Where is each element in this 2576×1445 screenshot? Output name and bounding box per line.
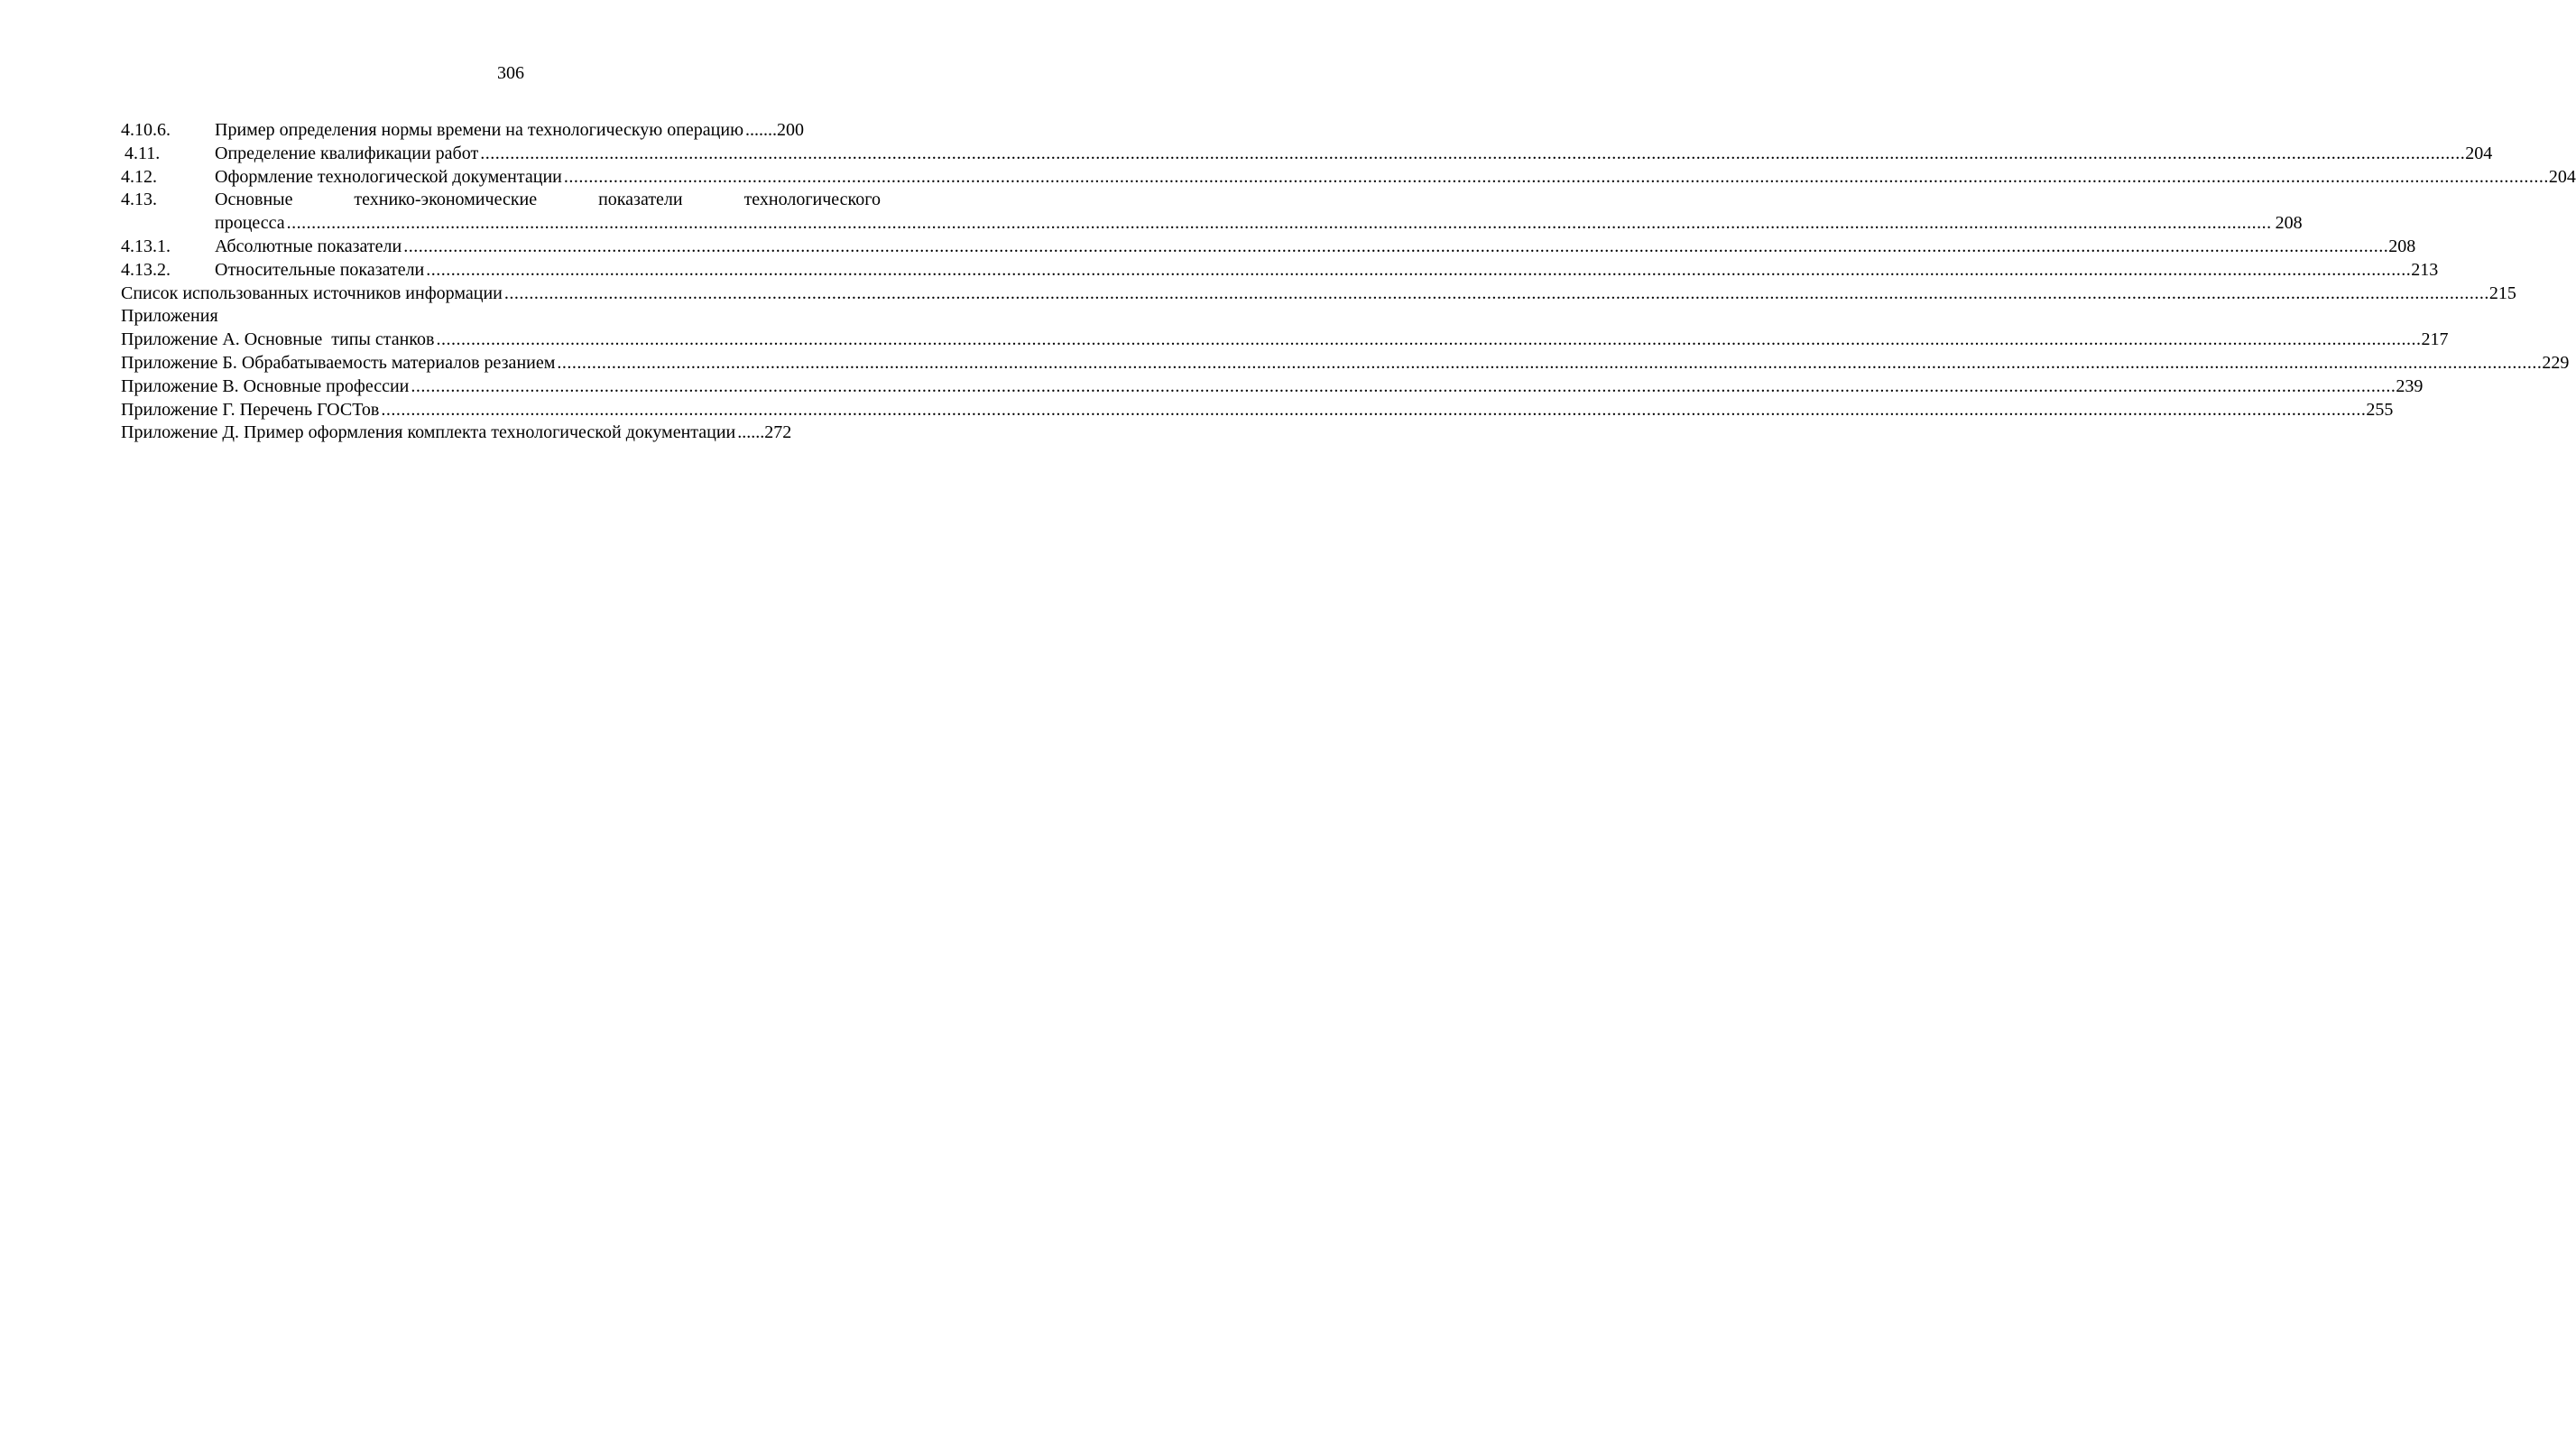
toc-entry-number: 4.13. [121,190,157,210]
toc-leader: ................................................................................................................................................................................................................................................................................................................................................................................................................ [436,329,2422,350]
toc-entry-4-13[interactable] [121,189,2303,236]
toc-entry-page: 204 [2465,143,2493,163]
appendices-heading: Приложения [121,306,218,327]
toc-leader: ................................................................................................................................................................................................................................................................................................................................................................................................................ [381,399,2367,420]
toc-leader: ................................................................................................................................................................................................................................................................................................................................................................................................................ [403,236,2389,256]
toc-entry-page: 200 [777,120,805,140]
toc-entry-page: 215 [2488,283,2516,303]
toc-entry-title: Пример определения нормы времени на технологическую операцию [215,120,744,140]
toc-entry-title-continuation: процесса [215,213,285,234]
toc-leader: ................................................................................................................................................................................................................................................................................................................................................................................................................ [557,352,2543,373]
toc-entry-page: 229 [2542,352,2570,373]
toc-entry-4-13-2[interactable] [121,259,2439,283]
toc-title-word: показатели [598,190,683,210]
toc-leader: ....... [745,120,778,140]
toc-title-word: Основные [215,190,293,210]
toc-entry-number: 4.11. [125,143,161,163]
toc-entry-appendix-g[interactable] [121,399,2394,422]
toc-entry-title: Приложение Д. Пример оформления комплекта технологической документации [121,422,736,443]
page-number: 306 [497,63,524,83]
toc-entry-title: Приложение Г. Перечень ГОСТов [121,399,380,420]
toc-entry-page: 255 [2366,399,2394,420]
toc-entry-number: 4.13.2. [121,259,171,280]
toc-leader: ................................................................................................................................................................................................................................................................................................................................................................................................................ [563,166,2549,187]
toc-entry-page: 208 [2388,236,2416,256]
toc-title-word: технико-экономические [354,190,538,210]
toc-appendices-heading [121,305,875,329]
toc-leader: ................................................................................................................................................................................................................................................................................................................................................................................................................ [411,375,2396,396]
toc-entry-title: Определение квалификации работ [215,143,479,163]
toc-entry-title: Приложение В. Основные профессии [121,375,410,396]
table-of-contents [121,119,2576,445]
toc-entry-appendix-b[interactable] [121,352,2570,375]
toc-title-word: технологического [743,190,881,210]
toc-entry-4-10-6[interactable] [121,119,875,143]
toc-leader: ................................................................................................................................................................................................................................................................................................................................................................................................................ [286,213,2272,234]
toc-entry-4-12[interactable] [121,166,2576,190]
toc-leader: ...... [737,422,765,443]
toc-leader: ................................................................................................................................................................................................................................................................................................................................................................................................................ [480,143,2466,163]
toc-entry-title: Оформление технологической документации [215,166,562,187]
toc-entry-number: 4.12. [121,166,157,187]
toc-entry-title: Список использованных источников информации [121,283,503,303]
toc-entry-title: Приложение Б. Обрабатываемость материалов резанием [121,352,556,373]
toc-entry-page: 217 [2421,329,2449,350]
toc-entry-page: 204 [2548,166,2576,187]
toc-entry-title: Абсолютные показатели [215,236,402,256]
toc-entry-title [215,189,881,212]
toc-entry-appendix-a[interactable] [121,329,2449,352]
toc-entry-page: 213 [2411,259,2439,280]
toc-entry-title: Относительные показатели [215,259,425,280]
toc-entry-4-13-1[interactable] [121,236,2416,259]
toc-entry-page: 272 [764,422,792,443]
toc-entry-number: 4.13.1. [121,236,171,256]
toc-leader: ................................................................................................................................................................................................................................................................................................................................................................................................................ [503,283,2489,303]
toc-entry-page: 239 [2396,375,2424,396]
toc-entry-sources[interactable] [121,283,2516,306]
toc-entry-number: 4.10.6. [121,120,171,140]
toc-entry-appendix-d[interactable] [121,421,875,445]
toc-entry-appendix-v[interactable] [121,375,2424,399]
toc-entry-page: 208 [2275,213,2303,234]
toc-entry-title: Приложение А. Основные типы станков [121,329,435,350]
toc-entry-4-11[interactable] [121,143,2493,166]
toc-leader: ................................................................................................................................................................................................................................................................................................................................................................................................................ [426,259,2412,280]
